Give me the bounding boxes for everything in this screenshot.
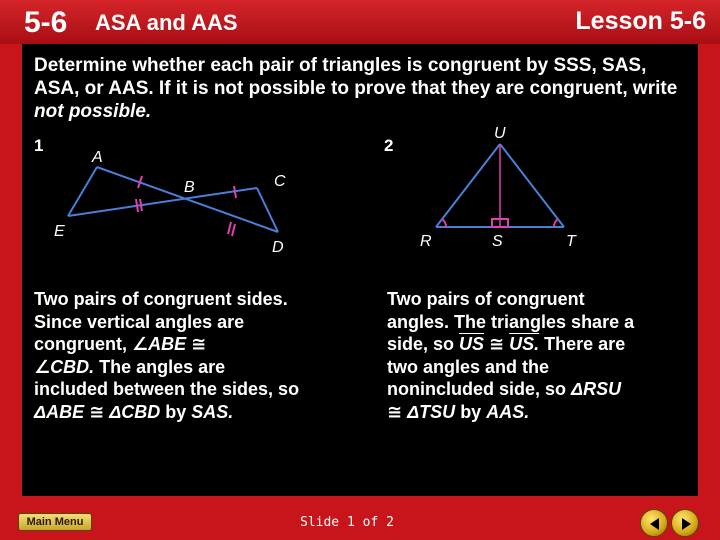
answer-2-congruent-2: ≅	[387, 401, 408, 422]
instructions	[34, 54, 694, 123]
segment-ec	[68, 188, 257, 216]
answer-1	[34, 288, 304, 423]
instructions-emphasis: not possible.	[34, 101, 152, 122]
triangle-right-icon	[678, 516, 694, 532]
tick-bd-2	[228, 222, 231, 234]
example-1-number: 1	[34, 136, 44, 155]
answer-2-text-3: by	[455, 401, 487, 422]
tick-bd-1	[232, 224, 235, 236]
answer-2-congruent-1: ≅	[484, 334, 510, 354]
label-u: U	[494, 125, 506, 142]
answer-1-triangle-1: ΔABE	[34, 401, 85, 422]
label-s: S	[492, 233, 503, 250]
answer-1-text-1: Two pairs of congruent sides. Since vertical angles are congruent,	[34, 289, 288, 354]
label-c: C	[274, 173, 286, 190]
answer-1-angle-2: ∠CBD.	[34, 356, 95, 377]
segment-ea	[68, 167, 97, 216]
previous-slide-button[interactable]	[640, 509, 668, 537]
label-r: R	[420, 233, 432, 250]
answer-1-text-3: by	[160, 401, 192, 422]
answer-1-method: SAS.	[191, 401, 234, 422]
triangle-left-icon	[647, 516, 663, 532]
tick-eb-1	[136, 199, 138, 212]
lesson-title: ASA and AAS	[95, 10, 238, 35]
tick-bc	[234, 186, 236, 198]
next-slide-button[interactable]	[671, 509, 699, 537]
segment-ur	[436, 144, 500, 227]
label-d: D	[272, 239, 284, 256]
label-t: T	[566, 233, 576, 250]
answer-1-triangle-2: ΔCBD	[109, 401, 161, 422]
answer-2-triangle-1: ΔRSU	[571, 379, 622, 399]
figure-2	[414, 122, 604, 252]
footer-bar	[0, 496, 720, 540]
header-bar	[0, 0, 720, 44]
answer-2-segment-2: US.	[509, 334, 540, 354]
segment-ad	[97, 167, 278, 232]
answer-2-text-2: There are two angles and the nonincluded side, so	[387, 334, 626, 399]
answer-2-segment-1: $\overline{US}$	[459, 334, 485, 354]
angle-mark-r	[442, 219, 446, 227]
label-e: E	[54, 223, 65, 240]
answer-1-congruent: ≅	[84, 401, 110, 422]
answer-1-angle-1: ∠ABE ≅	[132, 334, 207, 354]
lesson-label: Lesson 5-6	[575, 7, 706, 35]
answer-2-triangle-2: ΔTSU	[407, 401, 456, 422]
label-b: B	[184, 179, 195, 196]
main-menu-button[interactable]: Main Menu	[18, 513, 92, 531]
slide-content	[22, 44, 698, 496]
segment-ut	[500, 144, 564, 227]
angle-mark-t	[554, 219, 558, 227]
answer-1-text-2: The angles are included between the sides, so	[34, 356, 300, 399]
tick-eb-2	[140, 199, 142, 211]
answer-2	[387, 288, 637, 423]
figure-1	[44, 144, 304, 294]
lesson-number: 5-6	[24, 6, 68, 39]
label-a: A	[92, 149, 103, 166]
slide-counter: Slide 1 of 2	[300, 515, 394, 530]
example-2-number: 2	[384, 136, 394, 155]
answer-2-method: AAS.	[486, 401, 530, 422]
instructions-text: Determine whether each pair of triangles is congruent by SSS, SAS, ASA, or AAS. If it is not possible to prove that they are congruent, write	[34, 55, 678, 99]
answer-2-text-1: Two pairs of congruent angles. The triangles share a side, so	[387, 289, 635, 354]
